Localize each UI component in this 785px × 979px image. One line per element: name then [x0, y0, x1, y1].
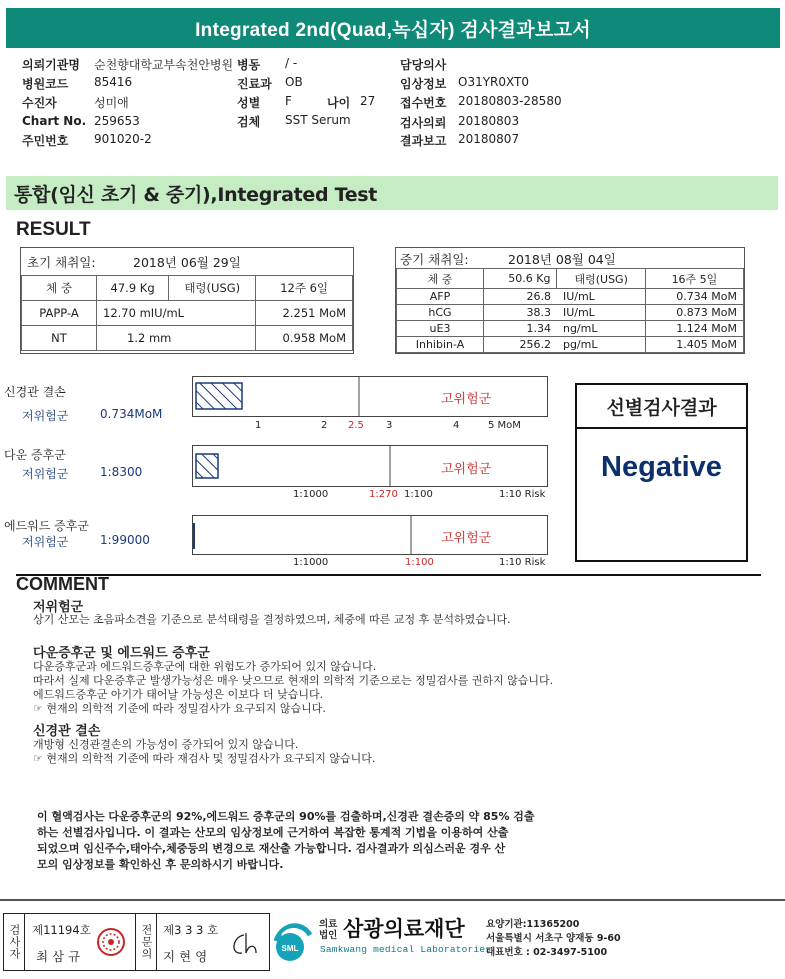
report-title: Integrated 2nd(Quad,녹십자) 검사결과보고서 — [6, 8, 780, 48]
specialist-name: 지 현 영 — [163, 949, 208, 964]
marker-name: uE3 — [397, 321, 484, 337]
marker-unit: IU/mL — [557, 289, 645, 305]
high-risk-label: 고위험군 — [441, 462, 492, 477]
header-value: 순천향대학교부속천안병원 — [94, 58, 234, 72]
foundation-prefix-top: 의료 — [319, 919, 338, 930]
comment-line: 다운증후군과 에드워드증후군에 대한 위험도가 증가되어 있지 않습니다. — [33, 660, 377, 673]
marker-value — [97, 326, 256, 351]
header-row — [237, 94, 397, 111]
marker-value: 26.8 — [484, 289, 557, 305]
second-trimester-box — [395, 247, 745, 354]
tick-label: 1:100 — [404, 489, 433, 500]
footer-line: 모의 임상정보를 확인하신 후 문의하시기 바랍니다. — [37, 858, 284, 871]
risk-bar-graphic — [193, 446, 547, 486]
sml-logo-text: SML — [281, 944, 299, 953]
header-value: 259653 — [94, 114, 140, 128]
risk-indicator — [196, 383, 242, 409]
signature-block — [3, 913, 270, 971]
weight-label: 체 중 — [22, 276, 97, 301]
header-row — [400, 114, 520, 131]
header-label: Chart No. — [22, 114, 87, 128]
ga-label: 태령(USG) — [557, 269, 645, 289]
ga-value: 12주 6일 — [256, 276, 353, 301]
risk-group: 저위험군 — [22, 535, 69, 549]
header-value: 20180803 — [458, 114, 520, 128]
foundation-name: 삼광의료재단 — [343, 917, 465, 941]
table-row — [397, 321, 744, 337]
age-label: 나이 — [327, 96, 351, 110]
header-label: 임상정보 — [400, 77, 447, 91]
specialist-no: 제3 3 3 호 — [163, 923, 219, 937]
foundation-prefix — [319, 919, 337, 941]
header-value: 901020-2 — [94, 132, 152, 146]
marker-mom: 0.873 MoM — [645, 305, 743, 321]
foundation-info-line: 대표번호 : 02-3497-5100 — [486, 947, 608, 958]
second-date-label: 중기 채취일: — [400, 252, 469, 267]
tick-label-cutoff: 1:270 — [369, 489, 398, 500]
first-date: 2018년 06월 29일 — [133, 255, 241, 270]
footer-line: 하는 선별검사입니다. 이 결과는 산모의 임상정보에 근거하여 복잡한 통계적 기법을 이용하여 산출 — [37, 826, 509, 839]
specialist-label: 전문의 — [135, 914, 157, 970]
comment-line: ☞ 현재의 의학적 기준에 따라 정밀검사가 요구되지 않습니다. — [33, 702, 326, 715]
tick-label: 1:1000 — [293, 557, 329, 568]
high-risk-label: 고위험군 — [441, 392, 492, 407]
header-row — [22, 94, 242, 111]
tick-label: 1:10 Risk — [499, 557, 546, 568]
marker-mom: 0.958 MoM — [256, 326, 353, 351]
screening-result: Negative — [601, 451, 722, 483]
header-label: 결과보고 — [400, 134, 447, 148]
tick-label: 3 — [386, 420, 393, 431]
first-date-label: 초기 채취일: — [27, 255, 96, 270]
header-value: OB — [285, 75, 303, 89]
table-row — [22, 276, 353, 301]
header-label: 성별 — [237, 96, 261, 110]
header-label: 의뢰기관명 — [22, 58, 80, 72]
header-row — [22, 75, 242, 92]
marker-mom: 1.124 MoM — [645, 321, 743, 337]
marker-value: 256.2 — [484, 337, 557, 353]
comment-heading: 다운증후군 및 에드워드 증후군 — [33, 646, 210, 661]
marker-value — [97, 301, 256, 326]
header-label: 병원코드 — [22, 77, 69, 91]
risk-bar-graphic — [193, 377, 547, 416]
marker-name: hCG — [397, 305, 484, 321]
weight-value: 47.9 Kg — [97, 276, 169, 301]
marker-name: PAPP-A — [22, 301, 97, 326]
tick-label-cutoff: 2.5 — [348, 420, 364, 431]
first-trimester-table — [21, 275, 353, 351]
header-value: 20180803-28580 — [458, 94, 562, 108]
specialist-signature-icon — [226, 931, 262, 959]
tick-label: 1:10 Risk — [499, 489, 546, 500]
header-row — [400, 56, 446, 73]
risk-name: 에드워드 증후군 — [4, 519, 89, 533]
header-value: 성미애 — [94, 96, 129, 110]
marker-value: 38.3 — [484, 305, 557, 321]
risk-bar — [192, 445, 548, 487]
header-row — [22, 56, 242, 76]
header-row — [22, 132, 242, 149]
inspector-name: 최 삼 규 — [36, 949, 81, 964]
comment-divider — [16, 574, 761, 576]
foundation-prefix-bottom: 법인 — [319, 930, 338, 941]
table-row — [397, 289, 744, 305]
risk-bar-graphic — [193, 516, 547, 554]
risk-group: 저위험군 — [22, 467, 69, 481]
weight-value: 50.6 Kg — [484, 269, 557, 289]
header-value: F — [285, 94, 292, 108]
marker-name: AFP — [397, 289, 484, 305]
risk-value: 0.734MoM — [100, 407, 163, 421]
comment-line: ☞ 현재의 의학적 기준에 따라 재검사 및 정밀검사가 요구되지 않습니다. — [33, 752, 376, 765]
comment-line: 개방형 신경관결손의 가능성이 증가되어 있지 않습니다. — [33, 738, 299, 751]
marker-unit: IU/mL — [557, 305, 645, 321]
header-row — [237, 56, 298, 73]
marker-mom: 1.405 MoM — [645, 337, 743, 353]
header-label: 담당의사 — [400, 58, 447, 72]
tick-label: 4 — [453, 420, 460, 431]
marker-name: Inhibin-A — [397, 337, 484, 353]
marker-value-text: 1.2 mm — [127, 331, 172, 345]
title-bar — [0, 0, 785, 56]
foundation-info — [486, 918, 621, 960]
header-label: 주민번호 — [22, 134, 69, 148]
header-row — [237, 75, 303, 92]
high-risk-label: 고위험군 — [441, 531, 492, 546]
second-trimester-table — [396, 268, 744, 353]
header-row — [237, 113, 351, 130]
inspector-no: 제11194호 — [32, 923, 91, 937]
header-label: 병동 — [237, 58, 261, 72]
risk-bar — [192, 376, 548, 417]
comment-line: 에드워드증후군 아기가 태어날 가능성은 이보다 더 낮습니다. — [33, 688, 324, 701]
tick-label: 2 — [321, 420, 328, 431]
comment-title: COMMENT — [16, 574, 109, 594]
header-value: O31YR0XT0 — [458, 75, 529, 89]
comment-heading: 신경관 결손 — [33, 724, 101, 739]
header-label: 검사의뢰 — [400, 116, 447, 130]
header-label: 수진자 — [22, 96, 57, 110]
weight-label: 체 중 — [397, 269, 484, 289]
marker-unit: ng/mL — [557, 321, 645, 337]
risk-bar — [192, 515, 548, 555]
marker-mom: 2.251 MoM — [256, 301, 353, 326]
first-trimester-box — [20, 247, 354, 354]
tick-label: 1:1000 — [293, 489, 329, 500]
marker-name: NT — [22, 326, 97, 351]
comment-line: 상기 산모는 초음파소견을 기준으로 분석태령을 결정하였으며, 체중에 따른 교정 후 분석하였습니다. — [33, 613, 511, 626]
age-value: 27 — [360, 94, 376, 108]
screening-result-box — [575, 383, 748, 562]
header-value: SST Serum — [285, 113, 351, 127]
footer-line: 이 혈액검사는 다운증후군의 92%,에드워드 증후군의 90%를 검출하며,신경관 결손증의 약 85% 검출 — [37, 810, 535, 823]
table-row — [397, 337, 744, 353]
tick-label: 1 — [255, 420, 262, 431]
header-label: 접수번호 — [400, 96, 447, 110]
table-row — [22, 326, 353, 351]
header-row — [400, 94, 562, 111]
header-value: / - — [285, 56, 298, 70]
marker-value: 1.34 — [484, 321, 557, 337]
marker-mom: 0.734 MoM — [645, 289, 743, 305]
header-row — [400, 132, 520, 149]
header-value: 85416 — [94, 75, 133, 89]
marker-value-text: 12.70 mIU/mL — [103, 306, 185, 320]
header-row — [400, 75, 529, 92]
sml-logo-icon — [268, 917, 314, 963]
foundation-info-line: 요양기관:11365200 — [486, 919, 580, 930]
risk-indicator — [196, 454, 218, 478]
table-row — [397, 269, 744, 289]
risk-value: 1:99000 — [100, 533, 150, 547]
risk-indicator — [193, 523, 195, 549]
inspector-label: 검사자 — [4, 914, 25, 970]
header-row — [22, 114, 242, 128]
ga-value: 16주 5일 — [645, 269, 743, 289]
section-title: 통합(임신 초기 & 중기),Integrated Test — [14, 184, 378, 206]
tick-label-cutoff: 1:100 — [405, 557, 434, 568]
tick-label: 5 MoM — [488, 420, 521, 431]
bottom-divider — [0, 899, 785, 901]
header-label: 진료과 — [237, 77, 272, 91]
table-row — [22, 301, 353, 326]
ga-label: 태령(USG) — [169, 276, 256, 301]
risk-group: 저위험군 — [22, 409, 69, 423]
risk-name: 신경관 결손 — [4, 385, 66, 399]
header-value: 20180807 — [458, 132, 520, 146]
header-label: 검체 — [237, 115, 261, 129]
foundation-english: Samkwang medical Laboratories — [320, 944, 492, 955]
inspector-seal-icon — [96, 927, 126, 957]
table-row — [397, 305, 744, 321]
result-title: RESULT — [16, 219, 91, 240]
footer-line: 되었으며 임신주수,태아수,체중등의 변경으로 재산출 가능합니다. 검사결과가 의심스러운 경우 산 — [37, 842, 506, 855]
comment-heading: 저위험군 — [33, 600, 84, 615]
risk-value: 1:8300 — [100, 465, 143, 479]
comment-line: 따라서 실제 다운증후군 발생가능성은 매우 낮으므로 현재의 의학적 기준으로는 정밀검사를 권하지 않습니다. — [33, 674, 554, 687]
marker-unit: pg/mL — [557, 337, 645, 353]
risk-name: 다운 증후군 — [4, 448, 66, 462]
second-date: 2018년 08월 04일 — [508, 252, 616, 267]
foundation-info-line: 서울특별시 서초구 양재동 9-60 — [486, 933, 621, 944]
screening-title: 선별검사결과 — [577, 385, 746, 429]
